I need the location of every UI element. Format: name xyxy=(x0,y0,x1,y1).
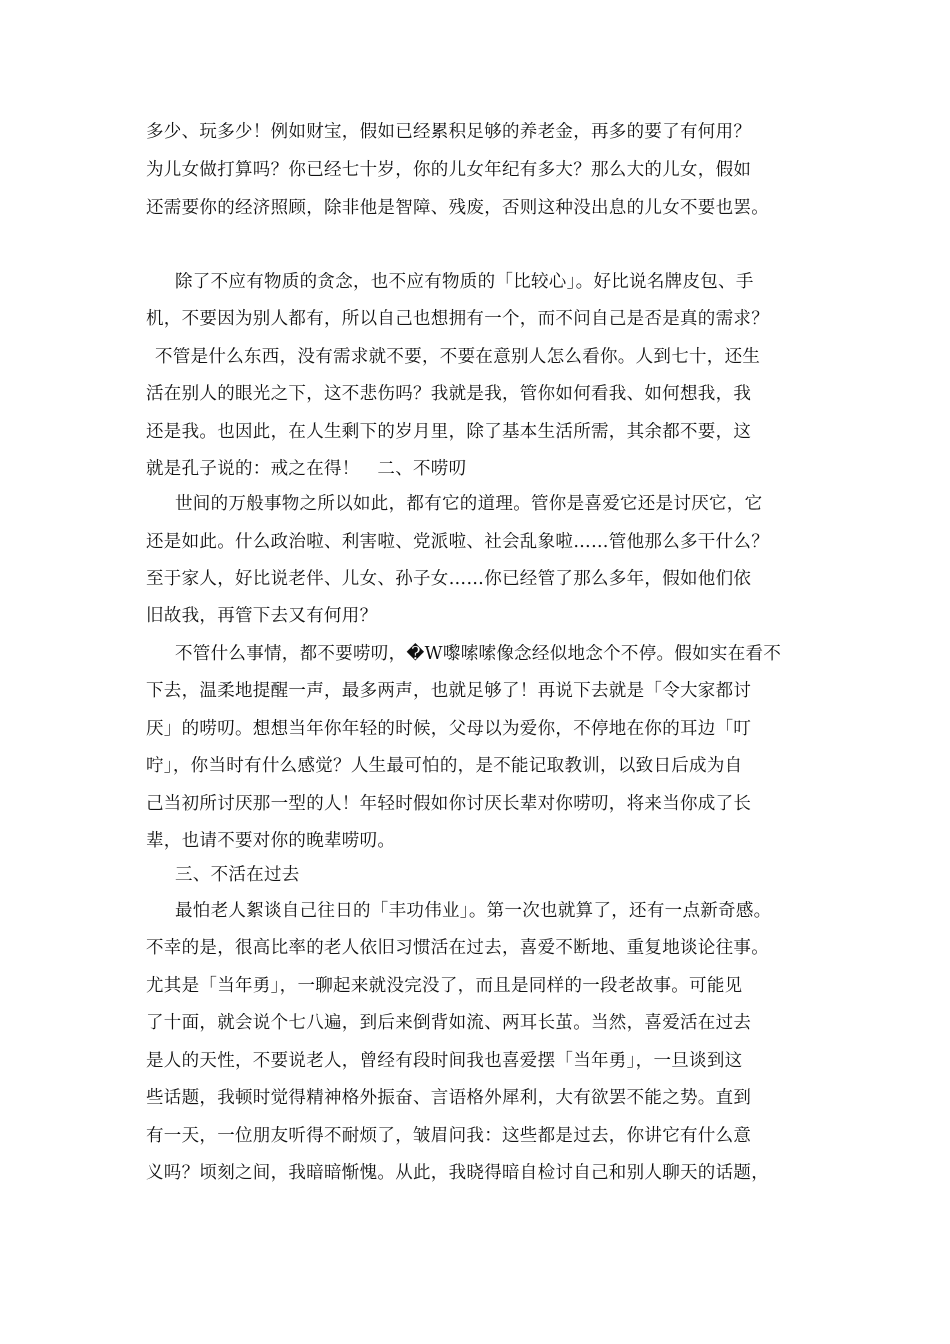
text-line: 还是如此。什么政治啦、利害啦、党派啦、社会乱象啦……管他那么多干什么？ xyxy=(146,532,769,552)
text-line: 义吗？顷刻之间，我暗暗惭愧。从此，我晓得暗自检讨自己和别人聊天的话题， xyxy=(146,1163,769,1183)
text-line: 些话题，我顿时觉得精神格外振奋、言语格外犀利，大有欲罢不能之势。直到 xyxy=(146,1088,752,1108)
text-line: 有一天，一位朋友听得不耐烦了，皱眉问我：这些都是过去，你讲它有什么意 xyxy=(146,1126,752,1146)
text-line: 还需要你的经济照顾，除非他是智障、残废，否则这种没出息的儿女不要也罢。 xyxy=(146,198,769,218)
paragraph-first-line: 不管什么事情，都不要唠叨，�W嚟嗦嗦像念经似地念个不停。假如实在看不 xyxy=(175,644,782,664)
text-line: 不管是什么东西，没有需求就不要，不要在意别人怎么看你。人到七十，还生 xyxy=(155,347,761,367)
text-line: 机，不要因为别人都有，所以自己也想拥有一个，而不问自己是否是真的需求？ xyxy=(146,309,769,329)
text-line: 厌」的唠叨。想想当年你年轻的时候，父母以为爱你，不停地在你的耳边「叮 xyxy=(146,719,752,739)
text-line: 咛」，你当时有什么感觉？人生最可怕的，是不能记取教训，以致日后成为自 xyxy=(146,756,743,776)
text-line: 就是孔子说的：戒之在得！ 二、不唠叨 xyxy=(146,459,467,479)
text-line: 己当初所讨厌那一型的人！年轻时假如你讨厌长辈对你唠叨，将来当你成了长 xyxy=(146,794,752,814)
text-line: 为儿女做打算吗？你已经七十岁，你的儿女年纪有多大？那么大的儿女，假如 xyxy=(146,160,752,180)
text-line: 至于家人，好比说老伴、儿女、孙子女……你已经管了那么多年，假如他们依 xyxy=(146,569,752,589)
text-line: 多少、玩多少！例如财宝，假如已经累积足够的养老金，再多的要了有何用？ xyxy=(146,122,752,142)
paragraph-first-line: 世间的万般事物之所以如此，都有它的道理。管你是喜爱它还是讨厌它，它 xyxy=(175,494,763,514)
paragraph-first-line: 最怕老人絮谈自己往日的「丰功伟业」。第一次也就算了，还有一点新奇感。 xyxy=(175,901,772,921)
text-line: 下去，温柔地提醒一声，最多两声，也就足够了！再说下去就是「令大家都讨 xyxy=(146,681,752,701)
text-line: 是人的天性，不要说老人，曾经有段时间我也喜爱摆「当年勇」，一旦谈到这 xyxy=(146,1051,743,1071)
text-line: 不幸的是，很高比率的老人依旧习惯活在过去，喜爱不断地、重复地谈论往事。 xyxy=(146,938,769,958)
text-line: 还是我。也因此，在人生剩下的岁月里，除了基本生活所需，其余都不要，这 xyxy=(146,422,752,442)
text-line: 了十面，就会说个七八遍，到后来倒背如流、两耳长茧。当然，喜爱活在过去 xyxy=(146,1013,752,1033)
text-line: 旧故我，再管下去又有何用？ xyxy=(146,606,378,626)
paragraph-first-line: 除了不应有物质的贪念，也不应有物质的「比较心」。好比说名牌皮包、手 xyxy=(175,272,754,292)
text-line: 活在别人的眼光之下，这不悲伤吗？我就是我，管你如何看我、如何想我，我 xyxy=(146,384,752,404)
section-heading: 三、不活在过去 xyxy=(175,865,300,885)
text-line: 辈，也请不要对你的晚辈唠叨。 xyxy=(146,831,396,851)
text-line: 尤其是「当年勇」，一聊起来就没完没了，而且是同样的一段老故事。可能见 xyxy=(146,976,743,996)
